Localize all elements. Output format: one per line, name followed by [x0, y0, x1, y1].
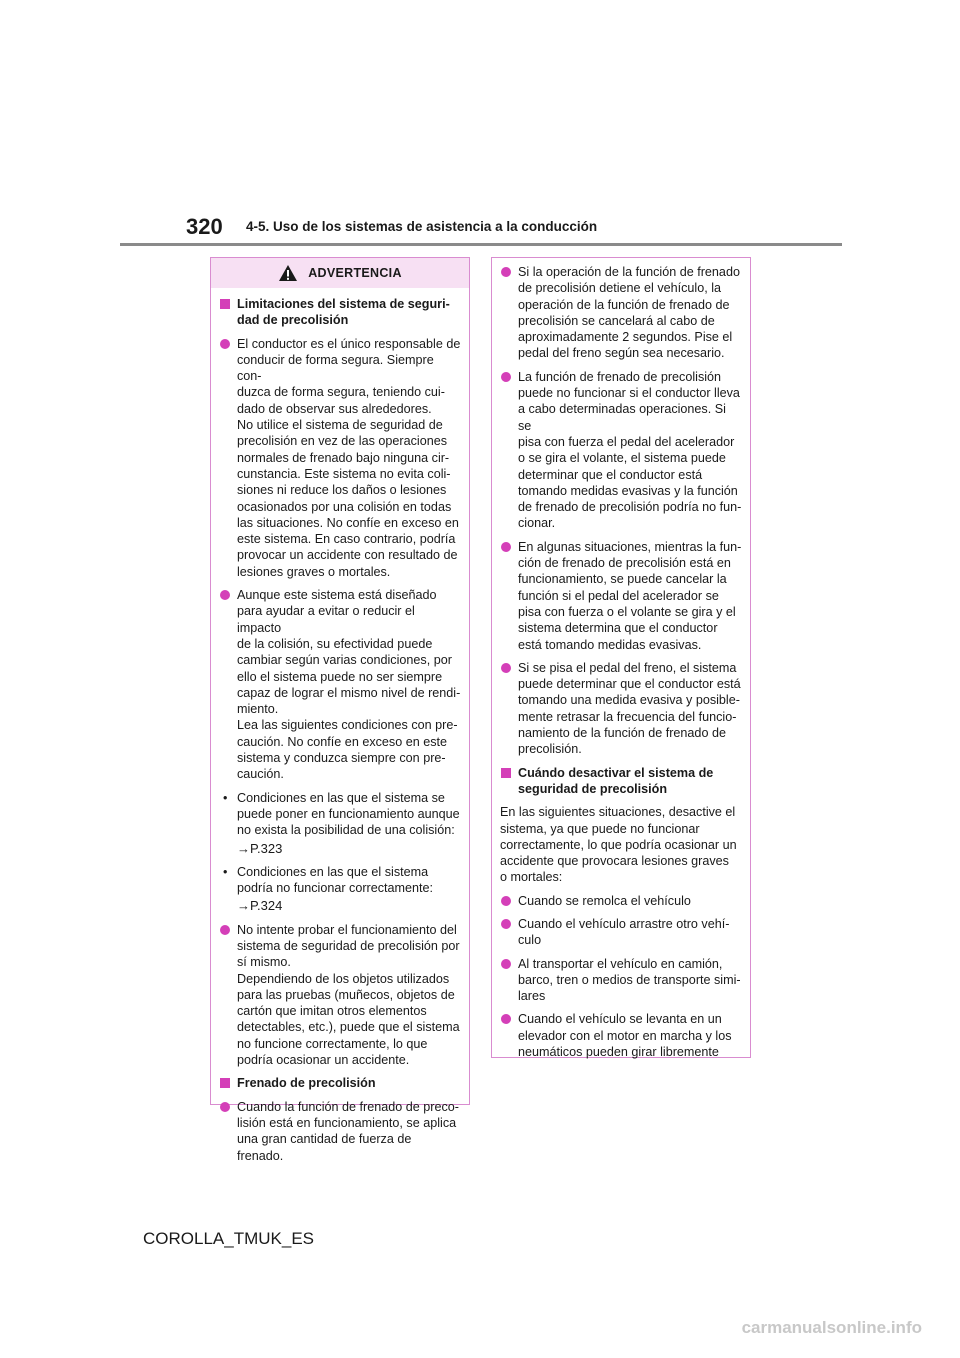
circle-bullet-icon — [220, 590, 230, 600]
warning-triangle-icon — [278, 264, 298, 282]
list-item: Aunque este sistema está diseñado para ayudar a evitar o reducir el impacto de la colisión, su efectividad puede cambiar según varias condiciones, por ello el sistema puede no ser siempre capaz de lograr el mismo nivel de rendi- miento. Lea las siguientes condiciones con pre- caución. No confíe en exceso en este sistema y conduzca siempre con pre- caución. — [219, 587, 461, 783]
circle-bullet-icon — [501, 372, 511, 382]
list-item: No intente probar el funcionamiento del sistema de seguridad de precolisión por sí mismo. Dependiendo de los objetos utilizados para las pruebas (muñecos, objetos de cartón que imitan otros elementos detectables, etc.), puede que el sistema no funcione correctamente, lo que podría ocasionar un accidente. — [219, 922, 461, 1069]
chapter-title: 4-5. Uso de los sistemas de asistencia a la conducción — [246, 219, 598, 234]
circle-bullet-icon — [501, 542, 511, 552]
list-item: La función de frenado de precolisión puede no funcionar si el conductor lleva a cabo determinadas operaciones. Si se pisa con fuerza el pedal del acelerador o se gira el volante, el sistema puede determinar que el conductor está tomando medidas evasivas y la función de frenado de precolisión podría no fun- cionar. — [500, 369, 742, 532]
circle-bullet-icon — [501, 663, 511, 673]
dot-bullet-icon: • — [223, 790, 228, 805]
warning-title: ADVERTENCIA — [308, 265, 402, 280]
dot-bullet-icon: • — [223, 864, 228, 879]
page-reference-link[interactable]: →P.323 — [237, 840, 283, 856]
document-code: COROLLA_TMUK_ES — [143, 1229, 314, 1248]
circle-bullet-icon — [501, 267, 511, 277]
list-item: Cuando se remolca el vehículo — [500, 893, 742, 909]
list-item: Si se pisa el pedal del freno, el sistema puede determinar que el conductor está tomando una medida evasiva y posible- mente retrasar la frecuencia del funcio- namiento de la función de frenado de precolisión. — [500, 660, 742, 758]
circle-bullet-icon — [501, 896, 511, 906]
section-heading: Limitaciones del sistema de seguri- dad de precolisión — [219, 296, 461, 329]
warning-box-left — [210, 257, 470, 1163]
circle-bullet-icon — [501, 959, 511, 969]
list-item: El conductor es el único responsable de conducir de forma segura. Siempre con- duzca de forma segura, teniendo cui- dado de observar sus alrededores. No utilice el sistema de seguridad de precolisión en vez de las operaciones normales de frenado bajo ninguna cir- cunstancia. Este sistema no evita coli- siones ni reduce los daños o lesiones ocasionados por una colisión en todas las situaciones. No confíe en exceso en este sistema. En caso contrario, podría provocar un accidente con resultado de lesiones graves o mortales. — [219, 336, 461, 580]
header-rule — [120, 243, 842, 246]
watermark: carmanualsonline.info — [741, 1318, 922, 1337]
page-number: 320 — [186, 214, 223, 239]
circle-bullet-icon — [501, 919, 511, 929]
square-bullet-icon — [220, 1078, 230, 1088]
list-item: Cuando el vehículo arrastre otro vehí- culo — [500, 916, 742, 949]
list-item: Cuando la función de frenado de preco- lisión está en funcionamiento, se aplica una gran cantidad de fuerza de frenado. — [219, 1099, 461, 1164]
paragraph: En las siguientes situaciones, desactive el sistema, ya que puede no funcionar correctamente, lo que podría ocasionar un accidente que provocara lesiones graves o mortales: — [500, 805, 737, 885]
list-item: Al transportar el vehículo en camión, barco, tren o medios de transporte simi- lares — [500, 956, 742, 1005]
section-heading: Frenado de precolisión — [219, 1075, 461, 1091]
list-item: Si la operación de la función de frenado de precolisión detiene el vehículo, la operación de la función de frenado de precolisión se cancelará al cabo de aproximadamente 2 segundos. Pise el pedal del freno según sea necesario. — [500, 264, 742, 362]
list-item: Cuando el vehículo se levanta en un elevador con el motor en marcha y los neumáticos pueden girar libremente — [500, 1011, 742, 1060]
square-bullet-icon — [501, 768, 511, 778]
circle-bullet-icon — [220, 1102, 230, 1112]
sub-list-item: • Condiciones en las que el sistema se puede poner en funcionamiento aunque no exista la posibilidad de una colisión: →P.323 — [223, 790, 460, 856]
circle-bullet-icon — [220, 339, 230, 349]
circle-bullet-icon — [501, 1014, 511, 1024]
page-reference-link[interactable]: →P.324 — [237, 898, 283, 914]
sub-list-item: • Condiciones en las que el sistema podría no funcionar correctamente: →P.324 — [219, 864, 461, 915]
section-heading: Cuándo desactivar el sistema de seguridad de precolisión — [500, 765, 742, 798]
square-bullet-icon — [220, 299, 230, 309]
list-item: En algunas situaciones, mientras la fun- ción de frenado de precolisión está en funcionamiento, se puede cancelar la función si el pedal del acelerador se pisa con fuerza o el volante se gira y el sistema determina que el conductor está tomando medidas evasivas. — [500, 539, 742, 653]
warning-header — [211, 258, 469, 288]
circle-bullet-icon — [220, 925, 230, 935]
warning-box-right — [491, 257, 751, 1058]
